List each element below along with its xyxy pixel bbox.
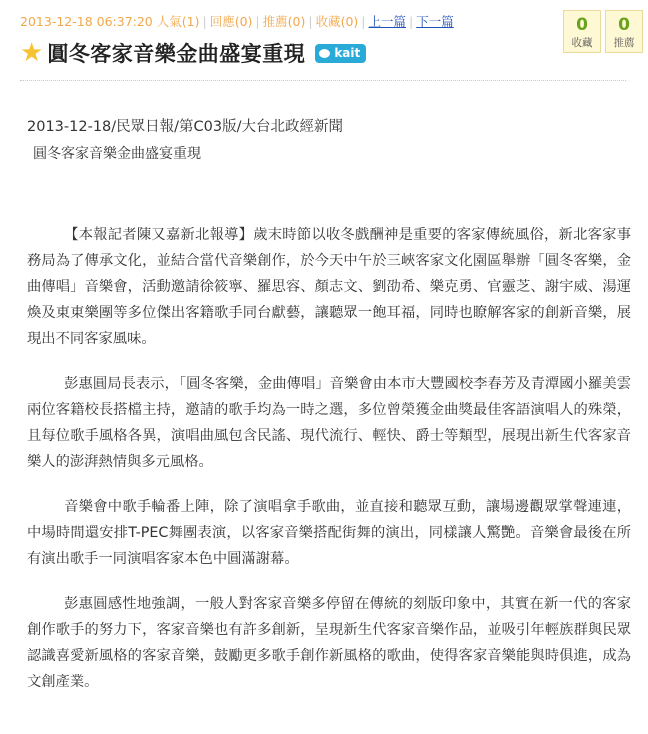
post-title: 圓冬客家音樂金曲盛宴重現 [47,42,306,66]
article-paragraph: 彭惠圓局長表示，「圓冬客樂，金曲傳唱」音樂會由本市大豐國校李春芳及青潭國小羅美雲兩位客籍校長搭檔主持，邀請的歌手均為一時之選，多位曾榮獲金曲獎最佳客語演唱人的殊榮，且每位歌手風格各異，演唱曲風包含民謠、現代流行、輕快、爵士等類型，展現出新生代客家音樂人的澎湃熱情與多元風格。 [27,376,631,470]
counter-box-group [563,10,643,53]
meta-separator: | [409,14,414,29]
star-icon: ★ [20,38,44,68]
recommends-counter-value: 0 [618,15,630,35]
next-post-link[interactable]: 下一篇 [416,14,454,29]
favorites-counter-button[interactable] [563,10,601,53]
recommends-count: 推薦(0) [262,14,306,29]
meta-separator: | [255,14,260,29]
favorites-counter-value: 0 [576,15,588,35]
favorites-count: 收藏(0) [315,14,359,29]
post-title-row [20,38,366,68]
article-paragraph: 彭惠圓感性地強調，一般人對客家音樂多停留在傳統的刻版印象中，其實在新一代的客家創作歌手的努力下，客家音樂也有許多創新，呈現新生代客家音樂作品，並吸引年輕族群與民眾認識喜愛新風格的客家音樂，鼓勵更多歌手創作新風格的歌曲，使得客家音樂能與時俱進，成為文創產業。 [27,596,631,690]
author-badge[interactable] [315,44,366,63]
prev-post-link[interactable]: 上一篇 [368,14,407,29]
post-meta-bar [20,12,454,30]
article-body [27,222,631,714]
chat-bubble-icon [319,49,330,58]
meta-separator: | [308,14,313,29]
article-paragraph: 音樂會中歌手輪番上陣，除了演唱拿手歌曲，並直接和聽眾互動，讓場邊觀眾掌聲連連，中場時間還安排T-PEC舞團表演，以客家音樂搭配街舞的演出，同樣讓人驚艷。音樂會最後在所有演出歌手一同演唱客家本色中圓滿謝幕。 [27,499,631,567]
popularity-count: 人氣(1) [156,14,200,29]
article-source-line: 2013-12-18/民眾日報/第C03版/大台北政經新聞 [27,119,343,135]
author-badge-label: kait [334,46,361,60]
replies-count: 回應(0) [209,14,253,29]
meta-separator: | [202,14,207,29]
favorites-counter-label: 收藏 [571,37,593,49]
post-datetime: 2013-12-18 06:37:20 [20,14,153,29]
article-paragraph: 【本報記者陳又嘉新北報導】歲末時節以收冬戲酬神是重要的客家傳統風俗，新北客家事務局為了傳承文化，並結合當代音樂創作，於今天中午於三峽客家文化園區舉辦「圓冬客樂，金曲傳唱」音樂會，活動邀請徐筱寧、羅思容、顏志文、劉劭希、樂克勇、官靈芝、謝宇威、湯運煥及東東樂團等多位傑出客籍歌手同台獻藝，讓聽眾一飽耳福，同時也瞭解客家的創新音樂，展現出不同客家風味。 [27,227,631,347]
meta-separator: | [361,14,366,29]
article-subtitle: 圓冬客家音樂金曲盛宴重現 [33,146,201,162]
recommends-counter-label: 推薦 [613,37,635,49]
title-divider [20,80,626,81]
recommends-counter-button[interactable] [605,10,643,53]
